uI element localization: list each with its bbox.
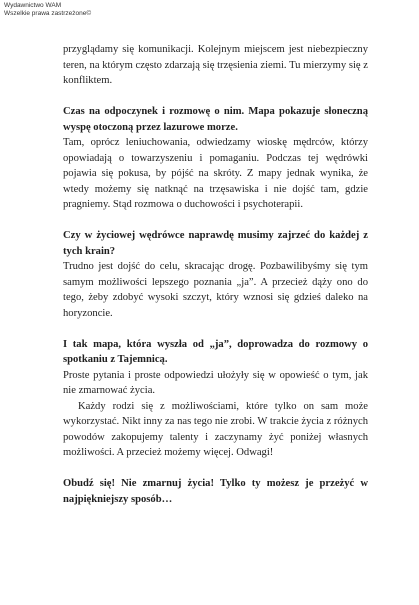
paragraph-island: Tam, oprócz leniuchowania, odwiedzamy wioskę mędrców, którzy opowiadają o towarzyszeniu i pomaganiu. Podczas tej wędrówki pojawia się pokusa, by pójść na skróty. Z mapy jednak wynika, że wtedy możemy się natknąć na trzęsawiska i nie dojść tam, gdzie pragniemy. Stąd rozmowa o duchowości i psychoterapii. xyxy=(63,137,368,210)
heading-rest: Czas na odpoczynek i rozmowę o nim. Mapa pokazuje słoneczną wyspę otoczoną przez lazurowe morze. xyxy=(63,106,368,133)
page-body xyxy=(63,42,368,507)
page-header xyxy=(4,2,91,18)
heading-wake-up: Obudź się! Nie zmarnuj życia! Tylko ty możesz je przeżyć w najpiękniejszy sposób… xyxy=(63,478,368,505)
paragraph-communication: przyglądamy się komunikacji. Kolejnym miejscem jest niebezpieczny teren, na którym często zdarzają się trzęsienia ziemi. Tu mierzymy się z konfliktem. xyxy=(63,44,368,86)
paragraph-shortcut: Trudno jest dojść do celu, skracając drogę. Pozbawilibyśmy się tym samym możliwości lepszego poznania „ja”. A przecież dąży ono do tego, żeby zdobyć wysoki szczyt, który wznosi się gdzieś daleko na horyzoncie. xyxy=(63,261,368,319)
heading-question: Czy w życiowej wędrówce naprawdę musimy zajrzeć do każdej z tych krain? xyxy=(63,230,368,257)
publisher-name: Wydawnictwo WAM xyxy=(4,2,62,9)
heading-mystery: I tak mapa, która wyszła od „ja”, doprowadza do rozmowy o spotkaniu z Tajemnicą. xyxy=(63,338,368,365)
paragraph-questions: Proste pytania i proste odpowiedzi ułożyły się w opowieść o tym, jak nie zmarnować życia. xyxy=(63,369,368,396)
paragraph-talents: Każdy rodzi się z możliwościami, które tylko on sam może wykorzystać. Nikt inny za nas tego nie zrobi. W trakcie życia z różnych powodów zakopujemy talenty i zaczynamy żyć poniżej własnych możliwości. A przecież możemy więcej. Odwagi! xyxy=(63,400,368,458)
rights-notice: Wszelkie prawa zastrzeżone© xyxy=(4,10,92,17)
